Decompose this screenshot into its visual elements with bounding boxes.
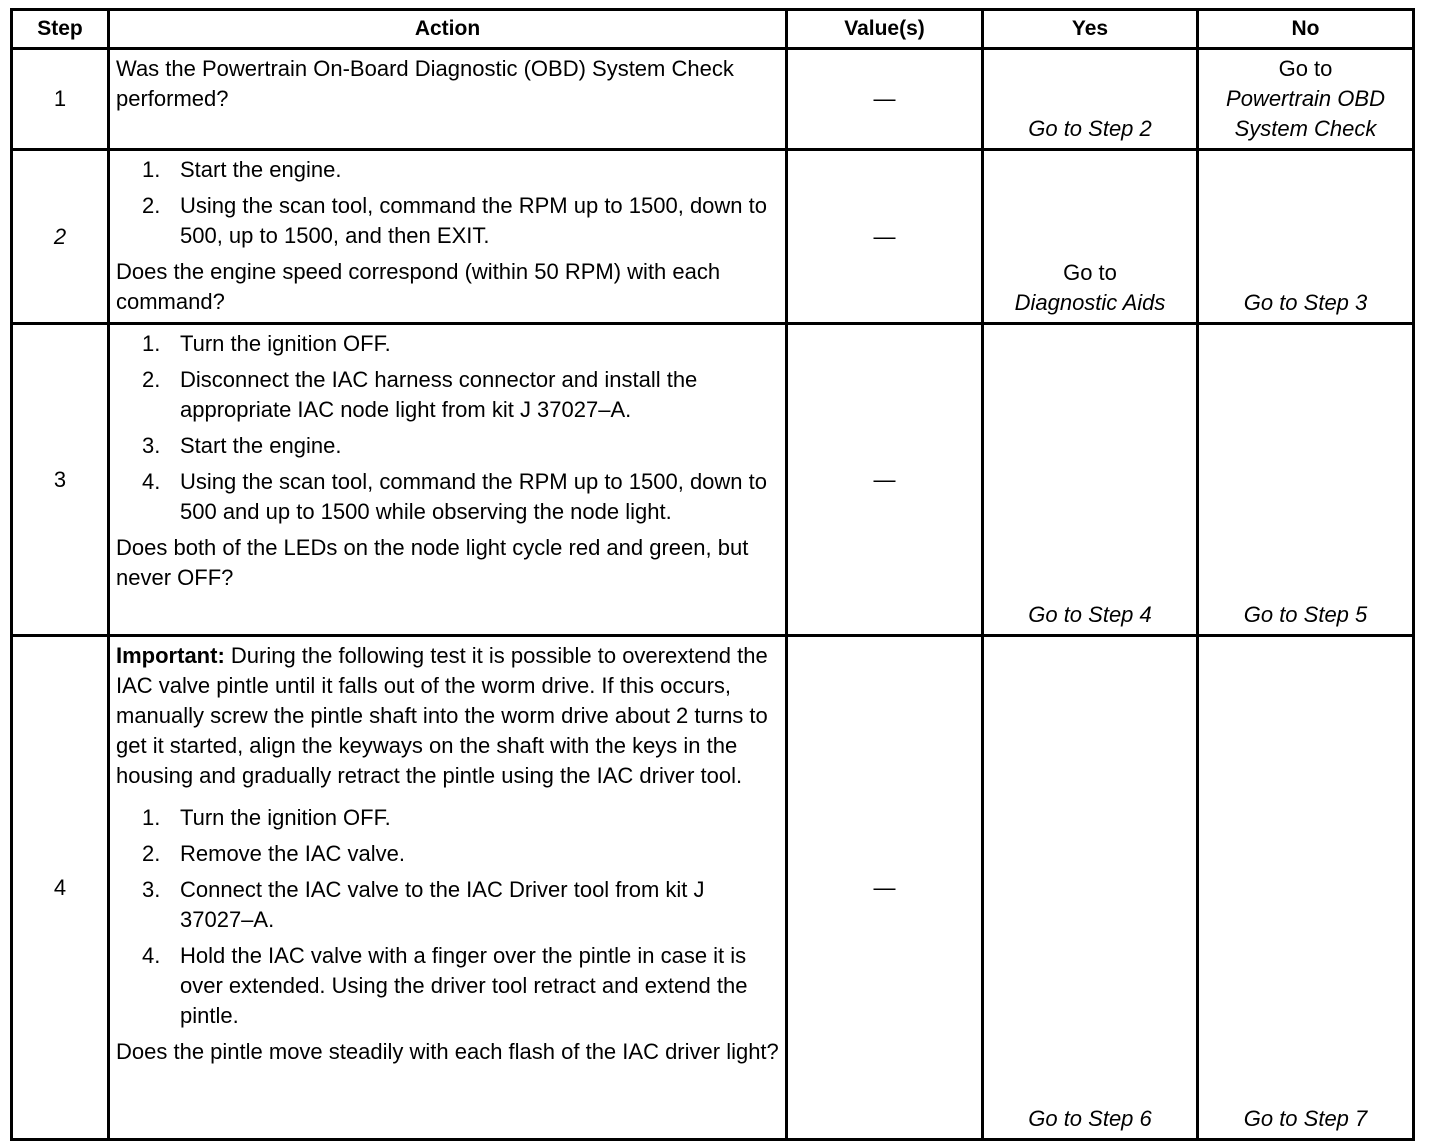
table-row (12, 324, 1414, 636)
table-row (12, 49, 1414, 150)
yes-link[interactable]: Go to Step 4 (1028, 602, 1152, 627)
step-index: 3. (142, 877, 161, 902)
action-step-list (116, 803, 779, 1031)
yes-cell (983, 150, 1198, 324)
step-number: 2 (12, 150, 109, 324)
action-step: 3. Start the engine. (116, 431, 779, 461)
yes-prefix: Go to (1063, 260, 1117, 285)
value-cell: — (787, 49, 983, 150)
no-cell (1198, 324, 1414, 636)
step-index: 1. (142, 157, 161, 182)
yes-link[interactable]: Go to Step 6 (1028, 1106, 1152, 1131)
action-step: 2. Using the scan tool, command the RPM up to 1500, down to 500, up to 1500, and then EXIT. (142, 193, 767, 248)
step-index: 4. (142, 469, 161, 494)
step-index: 2. (142, 193, 161, 218)
step-index: 4. (142, 943, 161, 968)
header-yes: Yes (983, 10, 1198, 49)
no-link[interactable]: Powertrain OBD (1226, 86, 1385, 111)
no-cell (1198, 49, 1414, 150)
no-link[interactable]: System Check (1234, 116, 1377, 141)
table-row (12, 150, 1414, 324)
action-step: 2. Disconnect the IAC harness connector and install the appropriate IAC node light from kit J 37027–A. (142, 367, 698, 422)
table-row (12, 636, 1414, 1140)
no-cell (1198, 636, 1414, 1140)
action-cell (109, 636, 787, 1140)
action-step-list (116, 155, 779, 251)
important-note (116, 641, 779, 791)
action-question: Does the engine speed correspond (within 50 RPM) with each command? (116, 259, 721, 314)
header-row (12, 10, 1414, 49)
no-prefix: Go to (1278, 56, 1333, 81)
step-number: 1 (12, 49, 109, 150)
action-cell (109, 150, 787, 324)
action-cell (109, 324, 787, 636)
no-link[interactable]: Go to Step 7 (1243, 1106, 1368, 1131)
header-action: Action (109, 10, 787, 49)
value-cell: — (787, 636, 983, 1140)
value-cell: — (787, 150, 983, 324)
step-number: 3 (12, 324, 109, 636)
step-index: 1. (142, 805, 161, 830)
important-text: During the following test it is possible to overextend the IAC valve pintle until it falls out of the worm drive. If this occurs, manually screw the pintle shaft into the worm drive about 2 turns to get it started, align the keyways on the shaft with the keys in the housing and gradually retract the pintle using the IAC driver tool. (116, 643, 768, 788)
action-question: Does the pintle move steadily with each flash of the IAC driver light? (116, 1039, 779, 1064)
no-link[interactable]: Go to Step 3 (1243, 290, 1368, 315)
action-step: 3. Connect the IAC valve to the IAC Driver tool from kit J 37027–A. (142, 877, 705, 932)
yes-link[interactable]: Go to Step 2 (1028, 116, 1152, 141)
step-index: 1. (142, 331, 161, 356)
header-values: Value(s) (787, 10, 983, 49)
action-step-list (116, 329, 779, 527)
no-link[interactable]: Go to Step 5 (1243, 602, 1368, 627)
header-no: No (1198, 10, 1414, 49)
step-index: 2. (142, 367, 161, 392)
no-cell (1198, 150, 1414, 324)
action-step: 1. Turn the ignition OFF. (116, 803, 779, 833)
step-number: 4 (12, 636, 109, 1140)
yes-cell (983, 49, 1198, 150)
diagnostic-table-sheet (10, 8, 1412, 1141)
action-step: 4. Using the scan tool, command the RPM up to 1500, down to 500 and up to 1500 while observing the node light. (142, 469, 767, 524)
diagnostic-table (10, 8, 1415, 1141)
action-step: 4. Hold the IAC valve with a finger over the pintle in case it is over extended. Using the driver tool retract and extend the pintle. (142, 943, 748, 1028)
action-cell (109, 49, 787, 150)
step-index: 3. (142, 433, 161, 458)
action-step: 2. Remove the IAC valve. (116, 839, 779, 869)
action-step: 1. Start the engine. (116, 155, 779, 185)
step-index: 2. (142, 841, 161, 866)
yes-cell (983, 324, 1198, 636)
yes-link[interactable]: Diagnostic Aids (1014, 290, 1166, 315)
yes-cell (983, 636, 1198, 1140)
action-question: Does both of the LEDs on the node light cycle red and green, but never OFF? (116, 535, 749, 590)
action-step: 1. Turn the ignition OFF. (116, 329, 779, 359)
header-step: Step (12, 10, 109, 49)
action-question: Was the Powertrain On-Board Diagnostic (OBD) System Check performed? (116, 56, 734, 111)
important-label: Important: (116, 643, 225, 668)
value-cell: — (787, 324, 983, 636)
